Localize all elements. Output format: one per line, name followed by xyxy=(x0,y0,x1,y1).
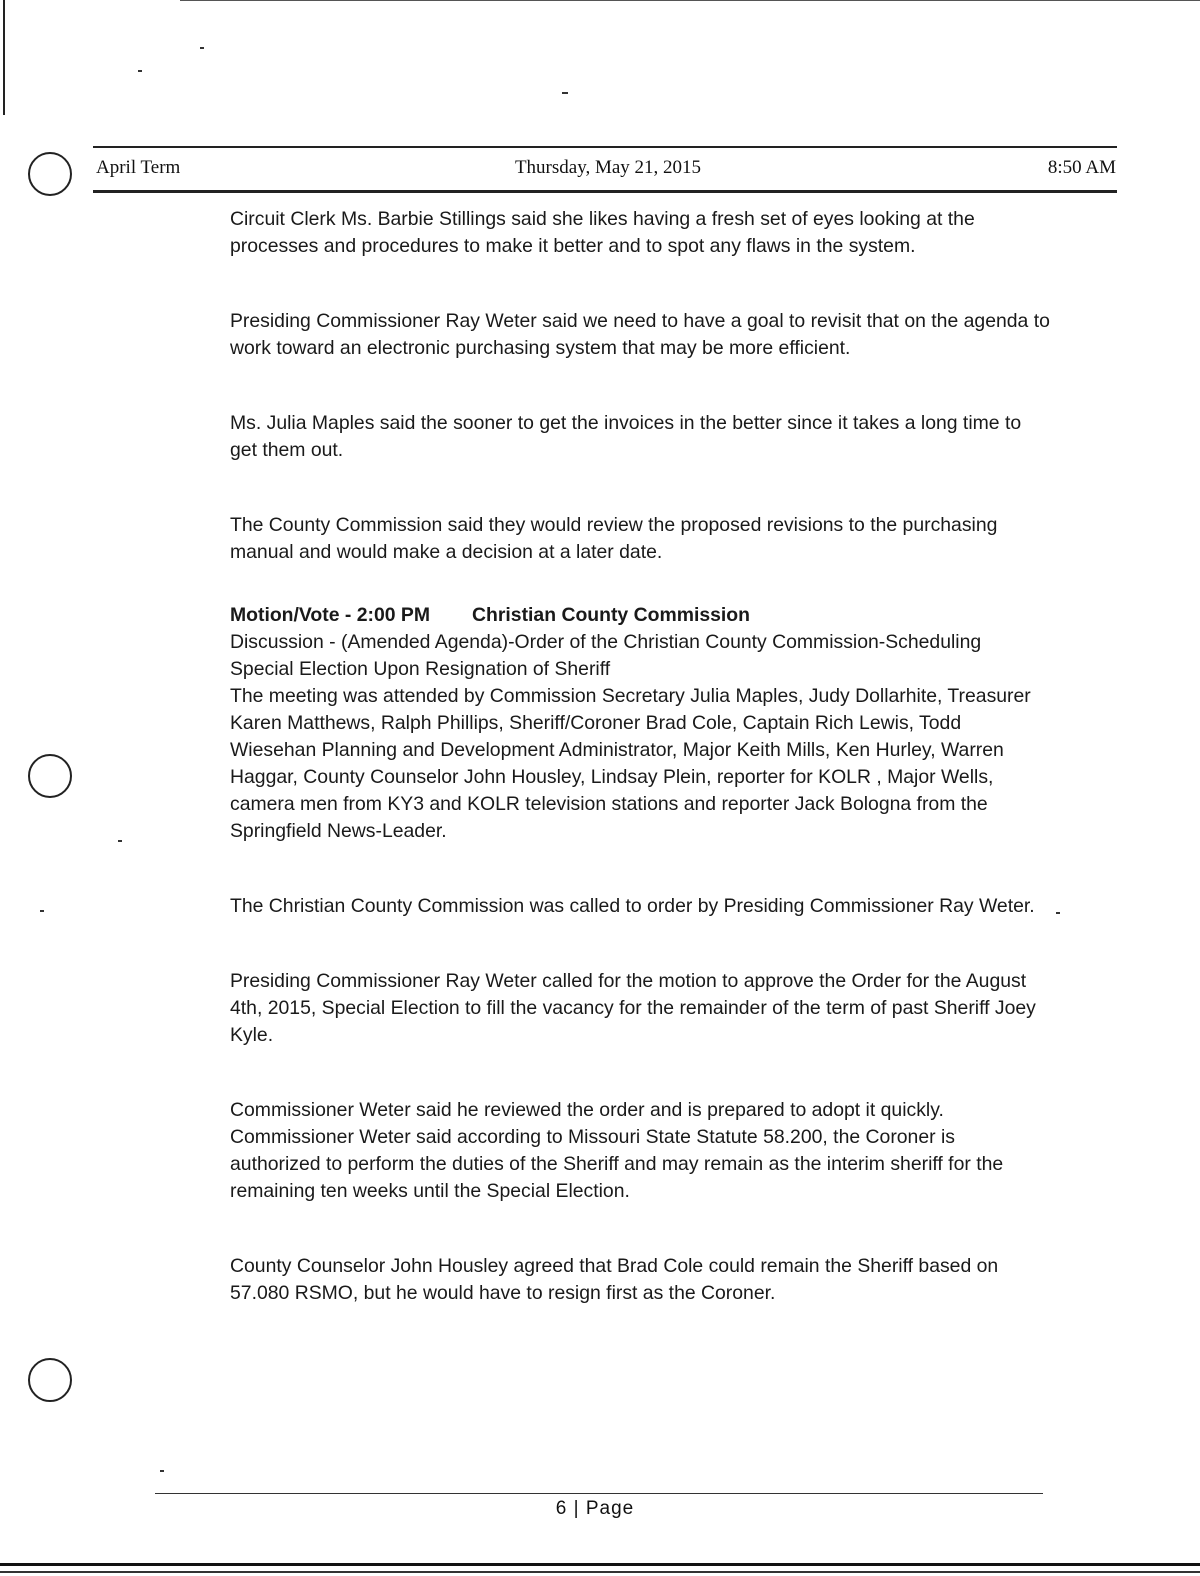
page-number: 6 | Page xyxy=(555,1498,635,1519)
motion-discussion: Discussion - (Amended Agenda)-Order of the Christian County Commission-Scheduling Special Election Upon Resignation of Sheriff xyxy=(230,631,982,680)
minutes-body xyxy=(230,206,1050,1355)
motion-heading xyxy=(230,602,1050,629)
header-rule-bottom xyxy=(93,190,1117,193)
header-rule-top xyxy=(93,146,1117,148)
scan-speck xyxy=(562,92,568,94)
paragraph: Commissioner Weter said he reviewed the order and is prepared to adopt it quickly. Commissioner Weter said according to Missouri State Statute 58.200, the Coroner is authorized to perform the duties of the Sheriff and may remain as the interim sheriff for the remaining ten weeks until the Special Election. xyxy=(230,1099,1004,1202)
motion-attendance: The meeting was attended by Commission Secretary Julia Maples, Judy Dollarhite, Treasurer Karen Matthews, Ralph Phillips, Sheriff/Coroner Brad Cole, Captain Rich Lewis, Todd Wiesehan Planning and Development Administrator, Major Keith Mills, Ken Hurley, Warren Haggar, County Counselor John Housley, Lindsay Plein, reporter for KOLR , Major Wells, camera men from KY3 and KOLR television stations and reporter Jack Bologna from the Springfield News-Leader. xyxy=(230,685,1031,842)
motion-label: Motion/Vote - 2:00 PM xyxy=(230,604,431,626)
paragraph: Presiding Commissioner Ray Weter called for the motion to approve the Order for the August 4th, 2015, Special Election to fill the vacancy for the remainder of the term of past Sheriff Joey Kyle. xyxy=(230,970,1036,1046)
paragraph: The Christian County Commission was called to order by Presiding Commissioner Ray Weter. xyxy=(230,895,1035,917)
scan-speck xyxy=(40,910,44,912)
paragraph: The County Commission said they would review the proposed revisions to the purchasing manual and would make a decision at a later date. xyxy=(230,514,998,563)
binder-hole-bottom xyxy=(28,1358,72,1402)
header-time: 8:50 AM xyxy=(1047,157,1116,178)
scan-speck xyxy=(138,70,142,72)
paragraph: County Counselor John Housley agreed that Brad Cole could remain the Sheriff based on 57.080 RSMO, but he would have to resign first as the Coroner. xyxy=(230,1255,999,1304)
binder-hole-middle xyxy=(28,754,72,798)
scan-left-edge xyxy=(3,0,5,115)
paragraph: Presiding Commissioner Ray Weter said we need to have a goal to revisit that on the agenda to work toward an electronic purchasing system that may be more efficient. xyxy=(230,310,1050,359)
scan-bottom-edge xyxy=(0,1563,1200,1566)
footer-rule xyxy=(155,1493,1043,1494)
scan-speck xyxy=(160,1470,164,1472)
scan-top-edge xyxy=(180,0,1200,1)
scan-speck xyxy=(200,47,204,49)
paragraph: Ms. Julia Maples said the sooner to get the invoices in the better since it takes a long time to get them out. xyxy=(230,412,1022,461)
motion-body: Christian County Commission xyxy=(472,604,750,626)
scan-speck xyxy=(118,840,122,842)
header-date: Thursday, May 21, 2015 xyxy=(514,157,702,178)
header-term: April Term xyxy=(96,157,181,178)
motion-block xyxy=(230,602,1050,845)
scan-speck xyxy=(1056,912,1060,914)
paragraph: Circuit Clerk Ms. Barbie Stillings said she likes having a fresh set of eyes looking at the processes and procedures to make it better and to spot any flaws in the system. xyxy=(230,208,975,257)
scan-bottom-edge-2 xyxy=(0,1571,1200,1573)
